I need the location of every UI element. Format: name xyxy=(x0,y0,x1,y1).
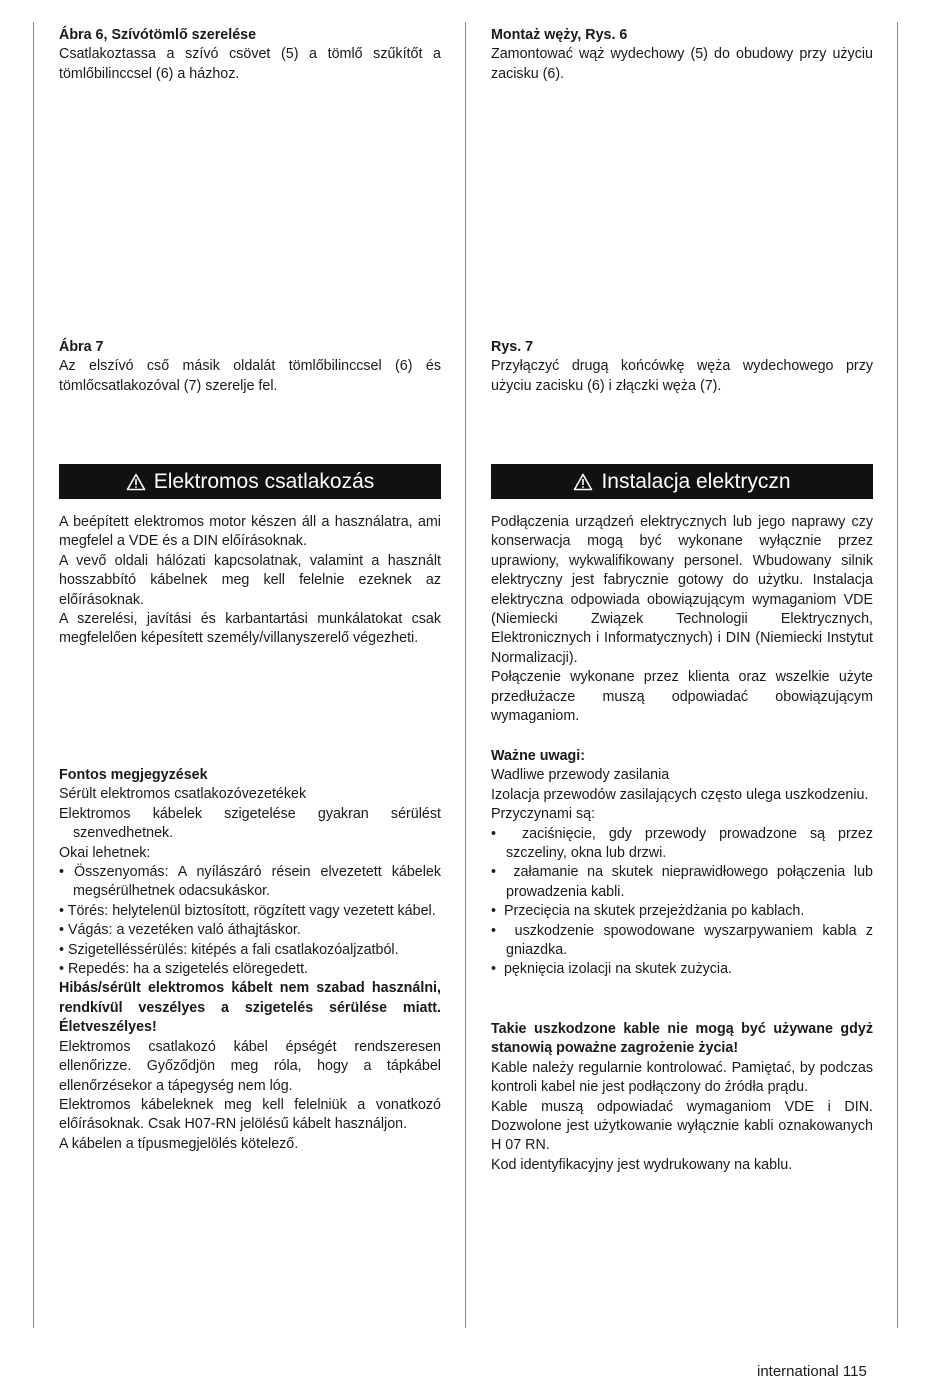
left-margin-rule xyxy=(33,22,34,1328)
section-title: Instalacja elektryczn xyxy=(601,470,791,493)
warning-triangle-icon xyxy=(126,473,146,491)
list-item: • Repedés: ha a szigetelés elöregedett. xyxy=(59,961,309,978)
final-paragraph: Kod identyfikacyjny jest wydrukowany na kablu. xyxy=(491,1156,793,1173)
fig7-block xyxy=(59,338,441,396)
notes-causes-label: Okai lehetnek: xyxy=(59,844,151,861)
warning-text: Hibás/sérült elektromos kábelt nem szabad használni, rendkívül veszélyes a szigetelés sérülése miatt. Életveszélyes! xyxy=(59,980,441,1036)
section-paragraph: Podłączenia urządzeń elektrycznych lub jego naprawy czy konserwacja mogą być wykonane wyłącznie przez uprawiony, wykwalifikowany personel. Wbudowany silnik elektryczny jest fabrycznie gotowy do użytku. Instalacja elektryczna odpowiada obowiązującym wymaganiom VDE (Niemiecki Związek Technologii Elektrycznych, Elektronicznych i Informatycznych) i DIN (Niemiecki Instytut Normalizacji). xyxy=(491,514,873,666)
right-margin-rule xyxy=(897,22,898,1328)
section-header-bar xyxy=(491,464,873,499)
fig7-title: Rys. 7 xyxy=(491,339,534,355)
list-item: • Összenyomás: A nyílászáró résein elvezetett kábelek megsérülhetnek odacsukáskor. xyxy=(59,864,441,900)
fig6-text: Zamontować wąż wydechowy (5) do obudowy przy użyciu zacisku (6). xyxy=(491,46,873,82)
list-item: • uszkodzenie spowodowane wyszarpywaniem kabla z gniazdka. xyxy=(491,922,873,959)
final-paragraph: Kable muszą odpowiadać wymaganiom VDE i DIN. Dozwolone jest użytkowanie wyłącznie kabli oznakowanych H 07 RN. xyxy=(491,1098,873,1154)
fig6-title: Ábra 6, Szívótömlő szerelése xyxy=(59,27,257,43)
section-paragraph: A szerelési, javítási és karbantartási munkálatokat csak megfelelően képesített személy/villanyszerelő végezheti. xyxy=(59,611,441,647)
list-item: • Törés: helytelenül biztosított, rögzített vagy vezetett kábel. xyxy=(59,902,436,919)
fig6-block xyxy=(59,26,441,84)
notes-block xyxy=(491,747,873,980)
notes-subtitle: Sérült elektromos csatlakozóvezetékek xyxy=(59,786,307,803)
warning-block xyxy=(491,1020,873,1175)
list-item: • Szigetelléssérülés: kitépés a fali csatlakozóaljzatból. xyxy=(59,941,399,958)
list-item: • pęknięcia izolacji na skutek zużycia. xyxy=(491,961,733,978)
fig7-text: Przyłączyć drugą końcówkę węża wydechowego przy użyciu zacisku (6) i złączki węża (7). xyxy=(491,358,873,394)
section-body xyxy=(491,513,873,726)
notes-paragraph: Izolacja przewodów zasilających często ulega uszkodzeniu. xyxy=(491,786,869,803)
fig7-text: Az elszívó cső másik oldalát tömlőbilinccsel (6) és tömlőcsatlakozóval (7) szerelje fel. xyxy=(59,358,441,394)
final-paragraph: Kable należy regularnie kontrolować. Pamiętać, by podczas kontroli kabel nie jest podłączony do źródła prądu. xyxy=(491,1059,873,1096)
section-title: Elektromos csatlakozás xyxy=(153,470,375,493)
page-number: 115 xyxy=(842,1363,867,1380)
page-footer xyxy=(757,1362,867,1382)
fig6-text: Csatlakoztassa a szívó csövet (5) a tömlő szűkítőt a tömlőbilinccsel (6) a házhoz. xyxy=(59,46,441,82)
list-item: • zaciśnięcie, gdy przewody prowadzone są przez szczeliny, okna lub drzwi. xyxy=(491,825,874,862)
notes-block xyxy=(59,766,441,1154)
notes-title: Ważne uwagi: xyxy=(491,748,585,764)
fig7-title: Ábra 7 xyxy=(59,339,104,355)
section-body xyxy=(59,513,441,649)
list-item: • załamanie na skutek nieprawidłowego połączenia lub prowadzenia kabli. xyxy=(491,864,874,900)
section-header-bar xyxy=(59,464,441,499)
list-item: • Vágás: a vezetéken való áthajtáskor. xyxy=(59,922,301,939)
footer-label: international xyxy=(757,1363,839,1380)
final-paragraph: A kábelen a típusmegjelölés kötelező. xyxy=(59,1135,299,1152)
section-paragraph: A vevő oldali hálózati kapcsolatnak, valamint a használt hosszabbító kábelnek meg kell felelnie ezeknek az előírásoknak. xyxy=(59,552,441,608)
section-paragraph: A beépített elektromos motor készen áll a használatra, ami megfelel a VDE és a DIN előírásoknak. xyxy=(59,514,441,550)
warning-text: Takie uszkodzone kable nie mogą być używane gdyż stanowią poważne zagrożenie życia! xyxy=(491,1021,873,1057)
fig6-block xyxy=(491,26,873,84)
notes-subtitle: Wadliwe przewody zasilania xyxy=(491,767,670,784)
fig6-title: Montaż węży, Rys. 6 xyxy=(491,27,628,43)
warning-triangle-icon xyxy=(573,473,593,491)
list-item: • Przecięcia na skutek przejeżdżania po kablach. xyxy=(491,903,805,920)
notes-title: Fontos megjegyzések xyxy=(59,767,208,783)
final-paragraph: Elektromos csatlakozó kábel épségét rendszeresen ellenőrizze. Győződjön meg róla, hogy a tápkábel ellenőrzésekor a tápegység nem lóg. xyxy=(59,1038,441,1094)
column-divider-rule xyxy=(465,22,466,1328)
notes-paragraph: Elektromos kábelek szigetelése gyakran sérülést szenvedhetnek. xyxy=(59,805,441,842)
fig7-block xyxy=(491,338,873,396)
notes-causes-label: Przyczynami są: xyxy=(491,806,596,823)
section-paragraph: Połączenie wykonane przez klienta oraz wszelkie użyte przedłużacze muszą odpowiadać obowiązującym wymaganiom. xyxy=(491,669,873,725)
final-paragraph: Elektromos kábeleknek meg kell felelniük a vonatkozó előírásoknak. Csak H07-RN jelölésű kábelt használjon. xyxy=(59,1096,441,1133)
